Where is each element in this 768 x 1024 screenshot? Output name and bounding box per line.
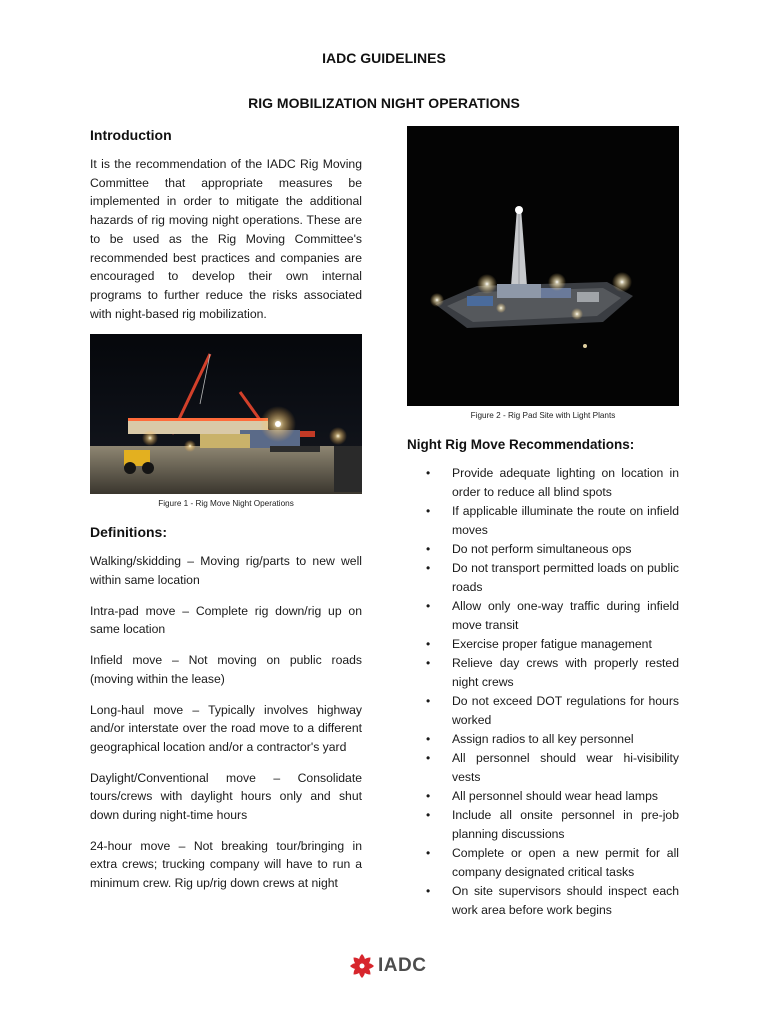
list-item-text: Assign radios to all key personnel [452,732,634,746]
definition-item: Walking/skidding – Moving rig/parts to new well within same location [90,554,362,588]
list-item [407,540,679,559]
list-item [407,654,679,692]
list-item [407,597,679,635]
bullet-icon: • [426,751,431,765]
definition-item: Daylight/Conventional move – Consolidate tours/crews with daylight hours only and shut down during night-time hours [90,770,362,823]
bullet-icon: • [426,656,431,670]
rig-pad-site-image [407,126,679,406]
bullet-icon: • [426,542,431,556]
list-item [407,806,679,844]
list-item-text: Allow only one-way traffic during infield move transit [452,599,679,632]
bullet-icon: • [426,599,431,613]
list-item [407,559,679,597]
list-item-text: Provide adequate lighting on location in order to reduce all blind spots [452,466,679,499]
bullet-icon: • [426,561,431,575]
list-item-text: All personnel should wear head lamps [452,789,658,803]
bullet-icon: • [426,732,431,746]
bullet-icon: • [426,504,431,518]
recommendations-heading: Night Rig Move Recommendations: [407,437,635,452]
list-item [407,749,679,787]
list-item-text: On site supervisors should inspect each work area before work begins [452,884,679,917]
figure-2-caption: Figure 2 - Rig Pad Site with Light Plants [470,411,616,420]
bullet-icon: • [426,884,431,898]
bullet-icon: • [426,694,431,708]
list-item-text: Do not exceed DOT regulations for hours worked [452,694,679,727]
list-item-text: Complete or open a new permit for all company designated critical tasks [452,846,679,879]
rig-move-night-image [90,334,362,494]
figure-2-photo [407,126,679,406]
list-item-text: Include all onsite personnel in pre-job planning discussions [452,808,679,841]
bullet-icon: • [426,466,431,480]
list-item [407,730,679,749]
list-item-text: Exercise proper fatigue management [452,637,652,651]
figure-1-photo [90,334,362,494]
list-item [407,844,679,882]
list-item [407,787,679,806]
document-subtitle: RIG MOBILIZATION NIGHT OPERATIONS [248,95,520,111]
list-item [407,502,679,540]
definitions-heading: Definitions: [90,524,167,541]
list-item [407,464,679,502]
definition-item: Long-haul move – Typically involves highway and/or interstate over the road move to a different geographical location and/or a contractor's yard [90,702,362,754]
introduction-heading: Introduction [90,127,172,143]
introduction-body: It is the recommendation of the IADC Rig Moving Committee that appropriate measures be implemented in order to mitigate the additional hazards of rig moving night operations. These are to be used as the Rig Moving Committee's recommended best practices and companies are encouraged to develop their own internal programs to further reduce the risks associated with night-based rig mobilization. [90,157,362,321]
list-item-text: Do not perform simultaneous ops [452,542,632,556]
iadc-star-icon [349,953,375,979]
definition-item: 24-hour move – Not breaking tour/bringing in extra crews; trucking company will have to run a minimum crew. Rig up/rig down crews at night [90,838,362,891]
figure-1-caption: Figure 1 - Rig Move Night Operations [158,499,294,509]
document-title: IADC GUIDELINES [322,50,446,66]
recommendations-list [407,464,679,920]
list-item-text: If applicable illuminate the route on infield moves [452,504,679,537]
list-item [407,692,679,730]
iadc-logo [349,953,426,979]
left-column [90,127,362,893]
bullet-icon: • [426,808,431,822]
list-item [407,882,679,920]
list-item-text: Relieve day crews with properly rested night crews [452,656,679,689]
right-column [407,126,679,920]
bullet-icon: • [426,789,431,803]
list-item-text: Do not transport permitted loads on public roads [452,561,679,594]
definition-item: Infield move – Not moving on public roads (moving within the lease) [90,653,362,686]
bullet-icon: • [426,846,431,860]
definition-item: Intra-pad move – Complete rig down/rig up on same location [90,603,362,637]
bullet-icon: • [426,637,431,651]
list-item-text: All personnel should wear hi-visibility vests [452,751,679,784]
list-item [407,635,679,654]
iadc-logo-text: IADC [378,955,427,976]
